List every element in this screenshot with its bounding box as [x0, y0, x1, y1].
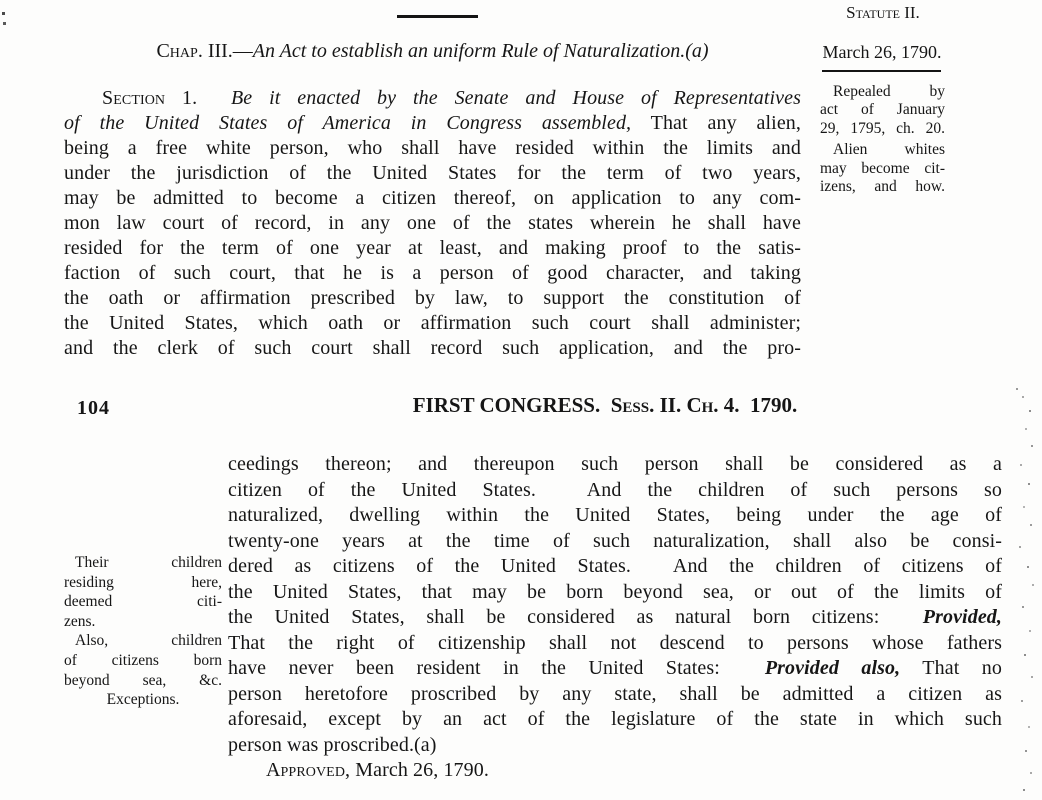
text-line: ceedings thereon; and thereupon such person shall be considered as a — [228, 453, 1002, 475]
scan-noise-left — [2, 12, 5, 15]
text-line: naturalized, dwelling within the United States, being under the age of — [228, 504, 1002, 526]
text-line: person heretofore proscribed by any state, shall be admitted a citizen as — [228, 682, 1002, 705]
text-line: Exceptions. — [106, 691, 180, 709]
text-line: residing here, — [64, 573, 222, 591]
text-line: Chap. III.—An Act to establish an uniform Rule of Naturalization.(a) — [156, 40, 709, 62]
date-underline-rule — [822, 70, 941, 72]
margin-note-repealed — [820, 83, 945, 138]
text-line: beyond sea, &c. — [64, 671, 222, 689]
text-line: FIRST CONGRESS. Sess. II. Ch. 4. 1790. — [412, 393, 798, 417]
text-line: the United States, shall be considered as natural born citizens: Provided, — [228, 606, 1002, 628]
text-line: dered as citizens of the United States. And the children of citizens of — [228, 555, 1002, 577]
text-line: may become cit- — [820, 159, 945, 177]
text-line: zens. — [64, 612, 96, 630]
text-line: aforesaid, except by an act of the legislature of the state in which such — [228, 708, 1002, 730]
left-margin-notes — [64, 553, 222, 710]
text-line: Repealed by — [833, 83, 945, 100]
text-line: Approved, March 26, 1790. — [266, 759, 489, 781]
chapter-heading — [64, 40, 801, 63]
text-line: mon law court of record, in any one of the states wherein he shall have — [64, 212, 801, 234]
text-line: have never been resident in the United States: Provided also, That no — [228, 657, 1002, 679]
text-line: act of January — [820, 101, 945, 119]
text-line: of citizens born — [64, 651, 222, 669]
text-line: Also, children — [75, 632, 222, 650]
text-line: deemed citi- — [64, 593, 222, 611]
text-line: That the right of citizenship shall not descend to persons whose fathers — [228, 631, 1002, 654]
body-paragraph-page1 — [64, 86, 801, 361]
right-margin-notes — [820, 83, 945, 196]
text-line: 29, 1795, ch. 20. — [820, 119, 945, 137]
text-line: may be admitted to become a citizen thereof, on application to any com- — [64, 187, 801, 209]
margin-note-alien-whites — [820, 141, 945, 196]
text-line: of the United States of America in Congress assembled, That any alien, — [64, 112, 802, 134]
text-line: and the clerk of such court shall record such application, and the pro- — [64, 337, 801, 359]
text-line: twenty-one years at the time of such naturalization, shall also be consi- — [228, 529, 1002, 552]
text-line: the United States, which oath or affirmation such court shall administer; — [64, 312, 801, 334]
page-number: 104 — [77, 397, 110, 419]
text-line: under the jurisdiction of the United States for the term of two years, — [64, 162, 801, 184]
text-line: Section 1. Be it enacted by the Senate and House of Representatives — [102, 87, 801, 109]
text-line: being a free white person, who shall have resided within the limits and — [64, 137, 801, 159]
text-line: izens, and how. — [820, 178, 945, 196]
text-line: faction of such court, that he is a person of good character, and taking — [64, 262, 801, 284]
text-line: person was proscribed.(a) — [228, 733, 437, 756]
text-line: Alien whites — [833, 141, 945, 159]
text-line: the oath or affirmation prescribed by law, to support the constitution of — [64, 287, 801, 309]
text-line: the United States, that may be born beyond sea, or out of the limits of — [228, 580, 1002, 603]
scan-noise-right-edge — [1016, 388, 1018, 390]
running-header — [200, 393, 1010, 418]
top-divider-rule — [397, 15, 478, 18]
text-line: citizen of the United States. And the children of such persons so — [228, 478, 1002, 501]
text-line: Their children — [75, 554, 222, 571]
body-paragraph-page2 — [228, 452, 1002, 784]
statute-label: Statute II. — [846, 3, 920, 22]
date-margin-note: March 26, 1790. — [822, 42, 942, 62]
text-line: resided for the term of one year at least, and making proof to the satis- — [64, 237, 801, 259]
